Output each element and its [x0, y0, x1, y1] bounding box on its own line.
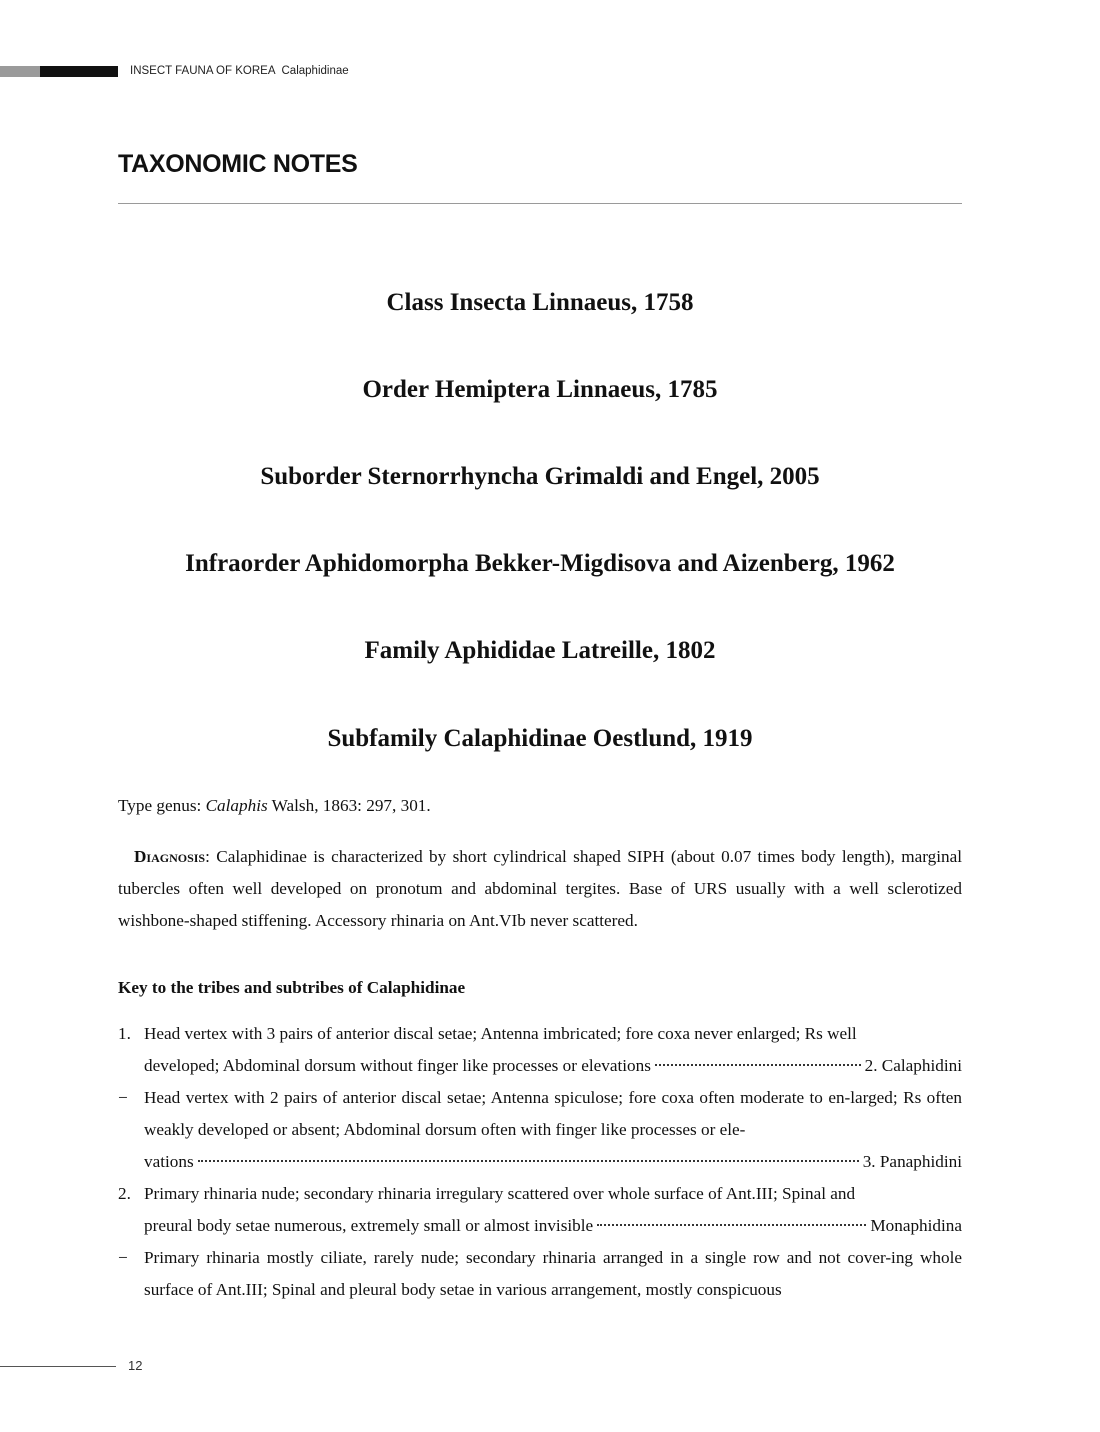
taxon-infraorder: Infraorder Aphidomorpha Bekker-Migdisova and Aizenberg, 1962 [185, 550, 895, 577]
page-number: 12 [128, 1358, 143, 1373]
couplet-text: Primary rhinaria nude; secondary rhinaria irregulary scattered over whole surface of Ant.III; Spinal and [144, 1184, 856, 1203]
running-header [130, 65, 349, 77]
couplet-destination: 2. Calaphidini [864, 1056, 962, 1075]
taxon-family: Family Aphididae Latreille, 1802 [364, 637, 716, 664]
running-header-series: INSECT FAUNA OF KOREA [130, 65, 276, 77]
identification-key [118, 1018, 962, 1306]
couplet-marker: 1. [118, 1024, 131, 1043]
diagnosis-label: Diagnosis [134, 847, 206, 866]
couplet-text: Head vertex with 3 pairs of anterior discal setae; Antenna imbricated; fore coxa never enlarged; Rs well [144, 1024, 857, 1043]
leader-dots [655, 1064, 861, 1066]
key-title: Key to the tribes and subtribes of Calaphidinae [118, 978, 466, 997]
taxon-class: Class Insecta Linnaeus, 1758 [386, 289, 694, 316]
couplet-marker: − [118, 1088, 128, 1107]
couplet-destination: Monaphidina [870, 1216, 962, 1235]
header-bar-grey [0, 66, 40, 77]
couplet-lead-line [144, 1210, 962, 1242]
couplet-last-line: developed; Abdominal dorsum without finger like processes or elevations [144, 1056, 651, 1075]
type-genus-name: Calaphis [205, 796, 268, 815]
section-divider [118, 203, 962, 204]
couplet-text: Head vertex with 2 pairs of anterior discal setae; Antenna spiculose; fore coxa often moderate to en-larged; Rs often weakly developed or absent; Abdominal dorsum often with finger like processes or ele- [144, 1088, 962, 1139]
type-genus-citation: Walsh, 1863: 297, 301. [267, 796, 431, 815]
diagnosis-text: : Calaphidinae is characterized by short cylindrical shaped SIPH (about 0.07 times body length), marginal tubercles often well developed on pronotum and abdominal tergites. Base of URS usually with a well sclerotized wishbone-shaped stiffening. Accessory rhinaria on Ant.VIb never scattered. [118, 847, 962, 930]
key-couplet [118, 1242, 962, 1306]
couplet-last-line: preural body setae numerous, extremely small or almost invisible [144, 1216, 594, 1235]
couplet-marker: − [118, 1248, 128, 1267]
key-couplet [118, 1082, 962, 1178]
couplet-lead-line [144, 1050, 962, 1082]
couplet-text: Primary rhinaria mostly ciliate, rarely nude; secondary rhinaria arranged in a single row and not cover-ing whole surface of Ant.III; Spinal and pleural body setae in various arrangement, mostly conspicuous [144, 1248, 962, 1299]
couplet-lead-line [144, 1146, 962, 1178]
leader-dots [198, 1160, 859, 1162]
taxon-order: Order Hemiptera Linnaeus, 1785 [362, 376, 718, 403]
section-title: TAXONOMIC NOTES [118, 150, 358, 178]
header-bar-black [40, 66, 118, 77]
couplet-last-line: vations [144, 1152, 194, 1171]
key-couplet [118, 1178, 962, 1242]
taxon-subfamily: Subfamily Calaphidinae Oestlund, 1919 [327, 725, 753, 752]
type-genus [118, 790, 962, 822]
key-couplet [118, 1018, 962, 1082]
taxon-suborder: Suborder Sternorrhyncha Grimaldi and Engel, 2005 [260, 463, 820, 490]
footer-rule [0, 1366, 116, 1367]
couplet-destination: 3. Panaphidini [862, 1152, 962, 1171]
type-genus-label: Type genus: [118, 796, 206, 815]
leader-dots [597, 1224, 866, 1226]
running-header-subject: Calaphidinae [281, 65, 349, 77]
couplet-marker: 2. [118, 1184, 131, 1203]
diagnosis-paragraph [118, 841, 962, 937]
